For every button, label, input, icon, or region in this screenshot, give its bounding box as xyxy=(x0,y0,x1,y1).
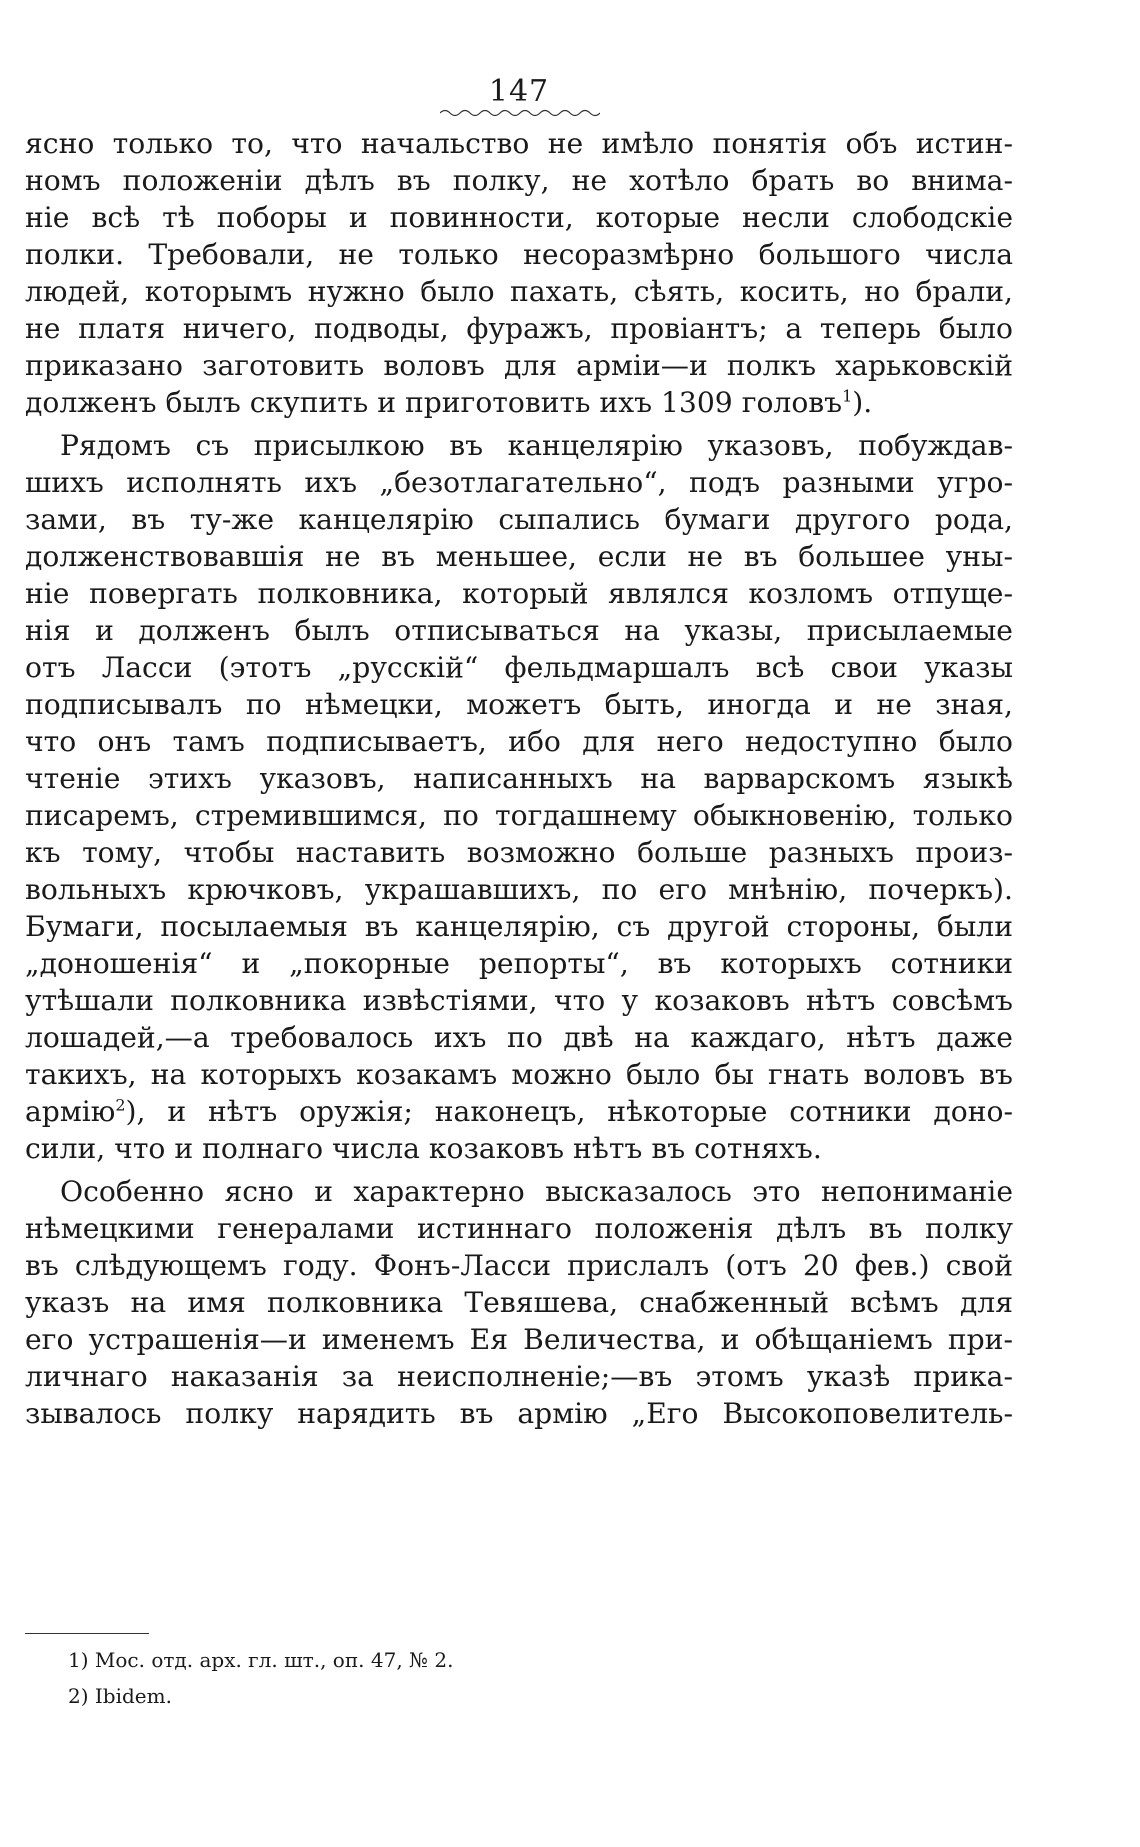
text-line: личнаго наказанія за неисполненіе;—въ этомъ указѣ прика- xyxy=(25,1360,1013,1393)
footnote-mark: 1) xyxy=(68,1648,89,1672)
text-line: шихъ исполнять ихъ „безотлагательно“, подъ разными угро- xyxy=(25,466,1013,499)
text-line: нѣмецкими генералами истиннаго положенія дѣлъ въ полку xyxy=(25,1212,1013,1245)
footnote-mark: 2) xyxy=(68,1684,89,1708)
footnote-ref: 1 xyxy=(842,386,853,406)
text-line: къ тому, чтобы наставить возможно больше разныхъ произ- xyxy=(25,836,1013,869)
footnote-rule xyxy=(25,1633,149,1634)
footnote xyxy=(68,1648,453,1672)
text-line: утѣшали полковника извѣстіями, что у козаковъ нѣтъ совсѣмъ xyxy=(25,984,1013,1017)
text-line: приказано заготовить воловъ для арміи—и полкъ харьковскій xyxy=(25,349,1013,382)
text-line: ніе повергать полковника, который являлся козломъ отпуще- xyxy=(25,577,1013,610)
text-line: людей, которымъ нужно было пахать, сѣять, косить, но брали, xyxy=(25,275,1013,308)
text-line: вольныхъ крючковъ, украшавшихъ, по его мнѣнію, почеркъ). xyxy=(25,873,1013,906)
text-line: зывалось полку нарядить въ армію „Его Высокоповелитель- xyxy=(25,1397,1013,1430)
text-line: сили, что и полнаго числа козаковъ нѣтъ въ сотняхъ. xyxy=(25,1132,822,1165)
text-fragment: долженъ былъ скупить и приготовить ихъ 1309 головъ xyxy=(25,386,843,419)
text-line xyxy=(25,1095,1013,1128)
text-line: подписывалъ по нѣмецки, можетъ быть, иногда и не зная, xyxy=(25,688,1013,721)
text-line: зами, въ ту-же канцелярію сыпались бумаги другого рода, xyxy=(25,503,1013,536)
text-line: что онъ тамъ подписываетъ, ибо для него недоступно было xyxy=(25,725,1013,758)
text-line: отъ Ласси (этотъ „русскій“ фельдмаршалъ всѣ свои указы xyxy=(25,651,1013,684)
footnote-text: Ibidem. xyxy=(94,1684,172,1708)
text-fragment: армію xyxy=(25,1095,116,1128)
text-fragment: ), и нѣтъ оружія; наконецъ, нѣкоторые сотники доно- xyxy=(125,1095,1013,1128)
text-line: его устрашенія—и именемъ Ея Величества, и обѣщаніемъ при- xyxy=(25,1323,1013,1356)
text-line xyxy=(25,386,1013,419)
text-line: Бумаги, посылаемыя въ канцелярію, съ другой стороны, были xyxy=(25,910,1013,943)
text-line: лошадей,—а требовалось ихъ по двѣ на каждаго, нѣтъ даже xyxy=(25,1021,1013,1054)
text-line: такихъ, на которыхъ козакамъ можно было бы гнать воловъ въ xyxy=(25,1058,1013,1091)
text-line: Особенно ясно и характерно высказалось это непониманіе xyxy=(60,1175,1013,1208)
page-number: 147 xyxy=(488,74,550,109)
text-line: писаремъ, стремившимся, по тогдашнему обыкновенію, только xyxy=(25,799,1013,832)
text-line: „доношенія“ и „покорные репорты“, въ которыхъ сотники xyxy=(25,947,1013,980)
text-line: указъ на имя полковника Тевяшева, снабженный всѣмъ для xyxy=(25,1286,1013,1319)
ornamental-wavy-rule xyxy=(440,108,600,118)
text-line: номъ положеніи дѣлъ въ полку, не хотѣло брать во внима- xyxy=(25,164,1013,197)
text-line: не платя ничего, подводы, фуражъ, провіантъ; а теперь было xyxy=(25,312,1013,345)
text-line: полки. Требовали, не только несоразмѣрно большого числа xyxy=(25,238,1013,271)
footnote-ref: 2 xyxy=(115,1095,126,1115)
footnote xyxy=(68,1684,172,1708)
text-fragment: ). xyxy=(852,386,873,419)
text-line: нія и долженъ былъ отписываться на указы, присылаемые xyxy=(25,614,1013,647)
footnote-text: Мос. отд. арх. гл. шт., оп. 47, № 2. xyxy=(94,1648,454,1672)
text-line: чтеніе этихъ указовъ, написанныхъ на варварскомъ языкѣ xyxy=(25,762,1013,795)
text-line: въ слѣдующемъ году. Фонъ-Ласси прислалъ (отъ 20 фев.) свой xyxy=(25,1249,1013,1282)
text-line: ясно только то, что начальство не имѣло понятія объ истин- xyxy=(25,127,1013,160)
text-line: долженствовавшія не въ меньшее, если не въ большее уны- xyxy=(25,540,1013,573)
text-line: ніе всѣ тѣ поборы и повинности, которые несли слободскіе xyxy=(25,201,1013,234)
text-line: Рядомъ съ присылкою въ канцелярію указовъ, побуждав- xyxy=(60,429,1013,462)
